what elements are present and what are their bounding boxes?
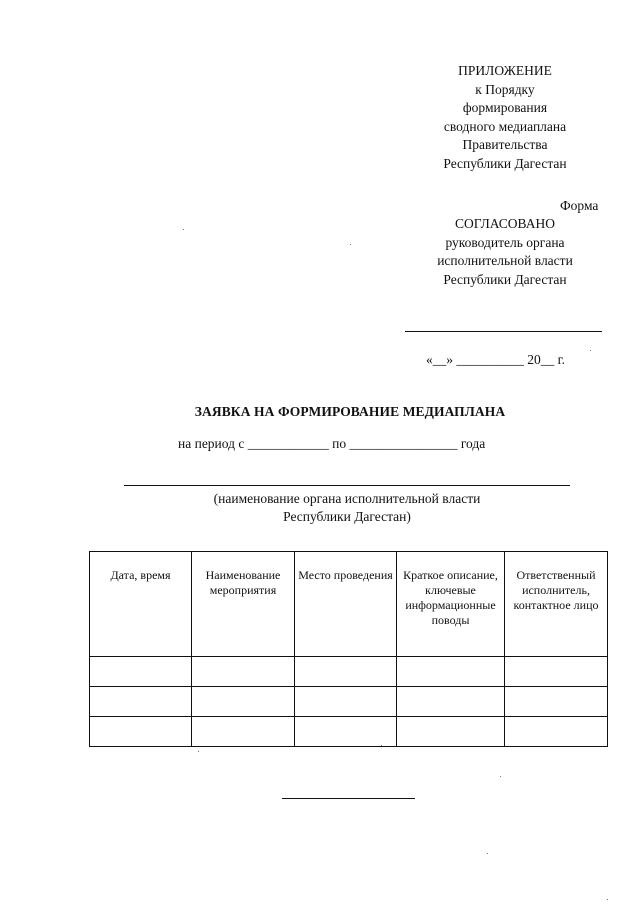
column-header-event: Наименование мероприятия [192, 552, 295, 657]
appendix-block [410, 62, 600, 173]
approval-title: СОГЛАСОВАНО [455, 216, 555, 231]
approval-line: руководитель органа [445, 234, 565, 250]
table-row [90, 717, 608, 747]
column-header-description: Краткое описание, ключевые информационные поводы [397, 552, 505, 657]
media-plan-table [89, 551, 608, 747]
column-header-venue: Место проведения [295, 552, 397, 657]
scan-speck [487, 853, 488, 854]
approval-date-line: «__» __________ 20__ г. [426, 352, 566, 367]
document-title: ЗАЯВКА НА ФОРМИРОВАНИЕ МЕДИАПЛАНА [194, 404, 506, 419]
appendix-line: Республики Дагестан [443, 155, 567, 171]
table-cell[interactable] [192, 657, 295, 687]
scan-speck [500, 776, 501, 777]
table-cell[interactable] [505, 687, 608, 717]
table-cell[interactable] [192, 717, 295, 747]
scan-speck [381, 745, 382, 746]
approval-line: Республики Дагестан [443, 271, 567, 287]
table-cell[interactable] [505, 717, 608, 747]
table-cell[interactable] [90, 687, 192, 717]
organization-name-line [124, 485, 570, 486]
table-header-row [90, 552, 608, 657]
signature-line-bottom [282, 798, 415, 799]
table-row [90, 687, 608, 717]
period-line: на период с ____________ по ________________ года [178, 436, 486, 451]
table-cell[interactable] [90, 717, 192, 747]
form-label: Форма [560, 198, 599, 213]
scan-speck [350, 244, 351, 245]
column-header-date: Дата, время [90, 552, 192, 657]
appendix-line: ПРИЛОЖЕНИЕ [458, 63, 552, 78]
approval-line: исполнительной власти [437, 253, 573, 268]
appendix-line: к Порядку [475, 81, 535, 97]
table-cell[interactable] [295, 717, 397, 747]
appendix-line: сводного медиаплана [443, 118, 567, 134]
scan-speck [183, 229, 184, 230]
table-cell[interactable] [505, 657, 608, 687]
table-cell[interactable] [295, 657, 397, 687]
organization-caption [124, 490, 570, 526]
table-cell[interactable] [90, 657, 192, 687]
table-cell[interactable] [397, 657, 505, 687]
table-cell[interactable] [397, 717, 505, 747]
approval-block [410, 215, 600, 289]
scan-speck [198, 751, 199, 752]
signature-line [405, 331, 602, 332]
table-cell[interactable] [192, 687, 295, 717]
appendix-line: формирования [462, 100, 548, 115]
table-row [90, 657, 608, 687]
scan-speck [607, 899, 608, 900]
scan-speck [590, 350, 591, 351]
table-cell[interactable] [295, 687, 397, 717]
appendix-line: Правительства [462, 137, 548, 152]
column-header-contact: Ответственный исполнитель, контактное лицо [505, 552, 608, 657]
organization-caption-line: Республики Дагестан) [283, 509, 411, 524]
table-cell[interactable] [397, 687, 505, 717]
organization-caption-line: (наименование органа исполнительной власти [213, 491, 481, 506]
